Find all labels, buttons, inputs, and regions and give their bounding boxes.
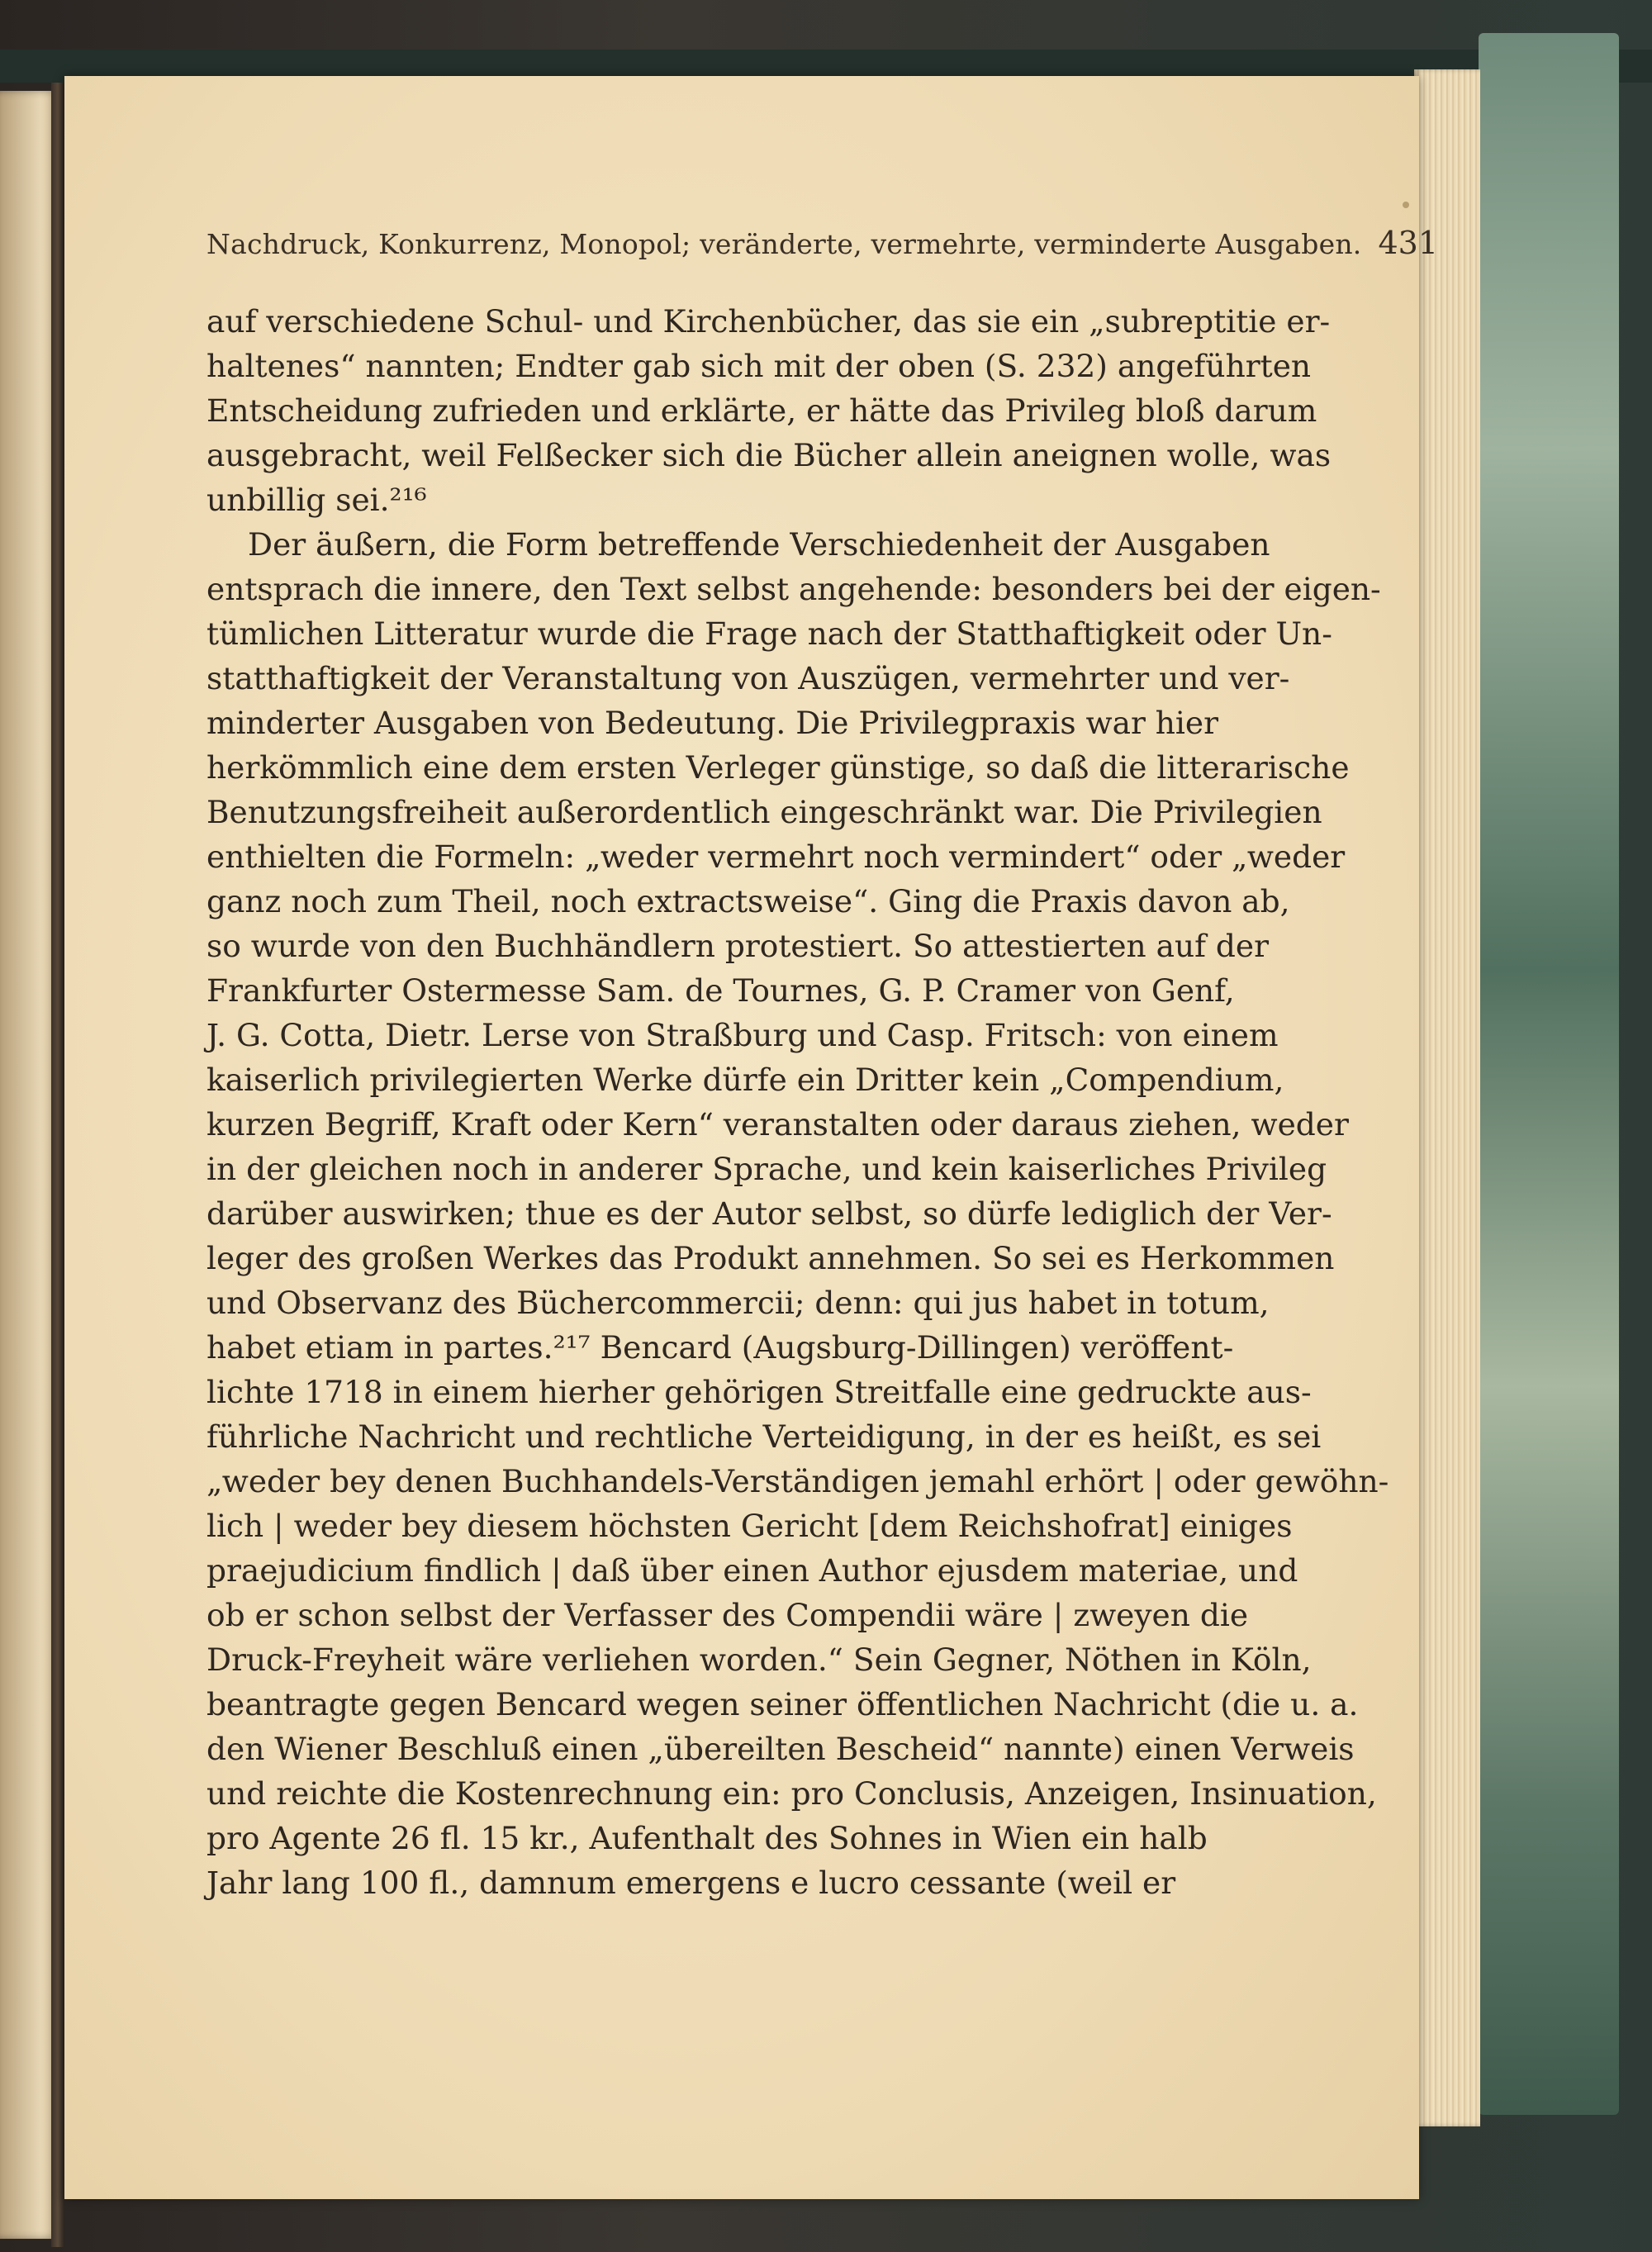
page-number: 431 bbox=[1378, 225, 1439, 261]
text-line: lichte 1718 in einem hierher gehörigen Streitfalle eine gedruckte aus- bbox=[206, 1374, 1312, 1410]
text-line: pro Agente 26 fl. 15 kr., Aufenthalt des Sohnes in Wien ein halb bbox=[206, 1820, 1208, 1856]
text-line: entsprach die innere, den Text selbst angehende: besonders bei der eigen- bbox=[206, 571, 1381, 607]
book-gutter bbox=[51, 83, 64, 2247]
text-line: J. G. Cotta, Dietr. Lerse von Straßburg und Casp. Fritsch: von einem bbox=[206, 1017, 1279, 1053]
text-line: darüber auswirken; thue es der Autor selbst, so dürfe lediglich der Ver- bbox=[206, 1195, 1332, 1232]
text-line: tümlichen Litteratur wurde die Frage nach der Statthaftigkeit oder Un- bbox=[206, 615, 1332, 652]
paper-spot bbox=[1403, 202, 1409, 208]
text-line: ganz noch zum Theil, noch extractsweise“. Ging die Praxis davon ab, bbox=[206, 883, 1290, 919]
body-text bbox=[206, 299, 1389, 1905]
text-line: praejudicium findlich | daß über einen Author ejusdem materiae, und bbox=[206, 1552, 1298, 1589]
text-line: enthielten die Formeln: „weder vermehrt noch vermindert“ oder „weder bbox=[206, 839, 1346, 875]
text-line: unbillig sei.²¹⁶ bbox=[206, 482, 427, 518]
text-line: Frankfurter Ostermesse Sam. de Tournes, G. P. Cramer von Genf, bbox=[206, 972, 1235, 1009]
text-line: lich | weder bey diesem höchsten Gericht [dem Reichshofrat] einiges bbox=[206, 1508, 1293, 1544]
text-line: auf verschiedene Schul- und Kirchenbücher, das sie ein „subreptitie er- bbox=[206, 303, 1331, 340]
text-line: kaiserlich privilegierten Werke dürfe ein Dritter kein „Compendium, bbox=[206, 1062, 1284, 1098]
text-line: Druck-Freyheit wäre verliehen worden.“ Sein Gegner, Nöthen in Köln, bbox=[206, 1641, 1312, 1678]
text-line: in der gleichen noch in anderer Sprache, und kein kaiserliches Privileg bbox=[206, 1151, 1327, 1187]
text-line: Benutzungsfreiheit außerordentlich eingeschränkt war. Die Privilegien bbox=[206, 794, 1322, 830]
marbled-cover-edge bbox=[1479, 33, 1619, 2115]
text-line: Der äußern, die Form betreffende Verschiedenheit der Ausgaben bbox=[248, 526, 1270, 563]
text-line: haltenes“ nannten; Endter gab sich mit der oben (S. 232) angeführten bbox=[206, 348, 1312, 384]
text-line: herkömmlich eine dem ersten Verleger günstige, so daß die litterarische bbox=[206, 749, 1350, 786]
running-header bbox=[206, 225, 1439, 274]
running-title: Nachdruck, Konkurrenz, Monopol; veränderte, vermehrte, verminderte Ausgaben. bbox=[206, 228, 1362, 260]
text-line: ob er schon selbst der Verfasser des Compendii wäre | zweyen die bbox=[206, 1597, 1249, 1633]
text-line: statthaftigkeit der Veranstaltung von Auszügen, vermehrter und ver- bbox=[206, 660, 1290, 696]
text-line: führliche Nachricht und rechtliche Verteidigung, in der es heißt, es sei bbox=[206, 1418, 1322, 1455]
text-line: habet etiam in partes.²¹⁷ Bencard (Augsburg-Dillingen) veröffent- bbox=[206, 1329, 1234, 1366]
text-line: minderter Ausgaben von Bedeutung. Die Privilegpraxis war hier bbox=[206, 705, 1219, 741]
text-line: so wurde von den Buchhändlern protestiert. So attestierten auf der bbox=[206, 928, 1270, 964]
text-line: und Observanz des Büchercommercii; denn: qui jus habet in totum, bbox=[206, 1285, 1270, 1321]
text-line: Entscheidung zufrieden und erklärte, er hätte das Privileg bloß darum bbox=[206, 392, 1317, 429]
text-line: und reichte die Kostenrechnung ein: pro Conclusis, Anzeigen, Insinuation, bbox=[206, 1775, 1377, 1812]
text-line: „weder bey denen Buchhandels-Verständigen jemahl erhört | oder gewöhn- bbox=[206, 1463, 1389, 1499]
text-line: leger des großen Werkes das Produkt annehmen. So sei es Herkommen bbox=[206, 1240, 1335, 1276]
text-line: kurzen Begriff, Kraft oder Kern“ veranstalten oder daraus ziehen, weder bbox=[206, 1106, 1349, 1143]
page-block-edges bbox=[1414, 69, 1480, 2126]
facing-page-edge bbox=[0, 91, 58, 2239]
text-line: den Wiener Beschluß einen „übereilten Bescheid“ nannte) einen Verweis bbox=[206, 1731, 1355, 1767]
text-line: ausgebracht, weil Felßecker sich die Bücher allein aneignen wolle, was bbox=[206, 437, 1332, 473]
text-line: Jahr lang 100 fl., damnum emergens e lucro cessante (weil er bbox=[206, 1865, 1176, 1901]
text-line: beantragte gegen Bencard wegen seiner öffentlichen Nachricht (die u. a. bbox=[206, 1686, 1359, 1722]
